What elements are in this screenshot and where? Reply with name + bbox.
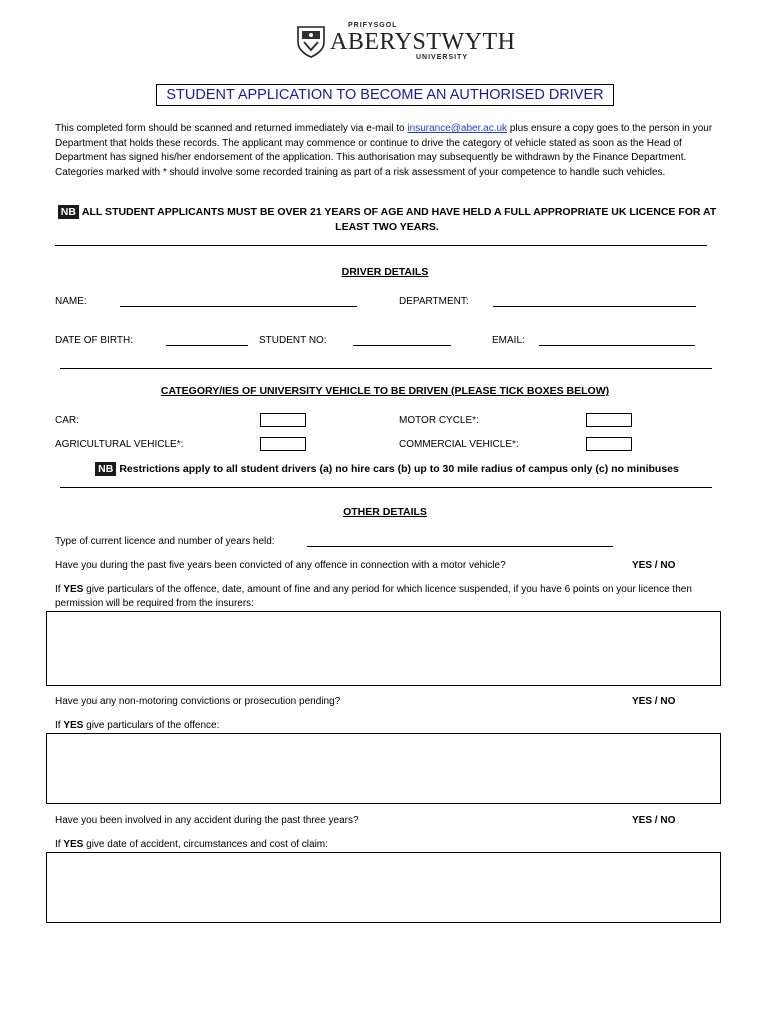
intro-paragraph bbox=[55, 122, 719, 180]
yes-keyword: YES bbox=[63, 584, 84, 595]
dob-field[interactable] bbox=[166, 345, 248, 346]
university-logo bbox=[296, 22, 516, 62]
divider bbox=[60, 368, 712, 369]
non-motoring-question: Have you any non-motoring convictions or prosecution pending? bbox=[55, 696, 341, 707]
motor-offence-yes-no[interactable]: YES / NO bbox=[632, 560, 676, 571]
category-heading: CATEGORY/IES OF UNIVERSITY VEHICLE TO BE DRIVEN (PLEASE TICK BOXES BELOW) bbox=[160, 385, 610, 397]
intro-text-2: plus ensure a copy goes to the person in your Department that holds these records. The applicant may commence or continue to drive the category of vehicle stated as soon as the Head of Department has signed his/her endorsement of the application. This authorisation may subsequently be withdrawn by the Finance Department. Categories marked with * should involve some recorded training as part of a risk assessment of your competence to handle such vehicles. bbox=[55, 123, 713, 178]
accident-detail-text: give date of accident, circumstances and cost of claim: bbox=[83, 839, 328, 850]
commercial-checkbox[interactable] bbox=[586, 437, 632, 451]
non-motoring-yes-no[interactable]: YES / NO bbox=[632, 696, 676, 707]
licence-field[interactable] bbox=[307, 546, 613, 547]
dob-label: DATE OF BIRTH: bbox=[55, 335, 133, 346]
accident-instructions bbox=[55, 838, 719, 852]
motorcycle-checkbox[interactable] bbox=[586, 413, 632, 427]
if-text: If bbox=[55, 839, 64, 850]
name-label: NAME: bbox=[55, 296, 87, 307]
age-notice bbox=[55, 205, 719, 235]
motor-offence-detail-text: give particulars of the offence, date, amount of fine and any period for which licence suspended, if you have 6 points on your licence then permission will be required from the insurers: bbox=[55, 584, 692, 609]
divider bbox=[55, 245, 707, 246]
logo-prifysgol: PRIFYSGOL bbox=[348, 22, 398, 29]
commercial-label: COMMERCIAL VEHICLE*: bbox=[399, 439, 519, 450]
student-no-label: STUDENT NO: bbox=[259, 335, 327, 346]
licence-label: Type of current licence and number of years held: bbox=[55, 536, 275, 547]
agricultural-label: AGRICULTURAL VEHICLE*: bbox=[55, 439, 184, 450]
department-label: DEPARTMENT: bbox=[399, 296, 469, 307]
other-details-heading: OTHER DETAILS bbox=[343, 506, 427, 518]
name-field[interactable] bbox=[120, 306, 357, 307]
agricultural-checkbox[interactable] bbox=[260, 437, 306, 451]
restriction-notice bbox=[55, 463, 719, 475]
non-motoring-instructions bbox=[55, 719, 719, 733]
yes-keyword: YES bbox=[63, 720, 84, 731]
non-motoring-answer-box[interactable] bbox=[46, 733, 721, 804]
yes-keyword: YES bbox=[63, 839, 84, 850]
student-no-field[interactable] bbox=[353, 345, 451, 346]
nb-badge: NB bbox=[58, 205, 79, 219]
motor-offence-question: Have you during the past five years been convicted of any offence in connection with a motor vehicle? bbox=[55, 560, 506, 571]
form-title: STUDENT APPLICATION TO BECOME AN AUTHORISED DRIVER bbox=[156, 84, 614, 106]
intro-text-1: This completed form should be scanned and returned immediately via e-mail to bbox=[55, 123, 408, 134]
car-checkbox[interactable] bbox=[260, 413, 306, 427]
insurance-email-link[interactable]: insurance@aber.ac.uk bbox=[407, 123, 508, 134]
nb-badge: NB bbox=[95, 462, 116, 476]
email-field[interactable] bbox=[539, 345, 695, 346]
driver-details-heading: DRIVER DETAILS bbox=[341, 266, 429, 278]
car-label: CAR: bbox=[55, 415, 79, 426]
logo-aberystwyth: ABERYSTWYTH bbox=[330, 29, 516, 55]
if-text: If bbox=[55, 720, 64, 731]
accident-question: Have you been involved in any accident during the past three years? bbox=[55, 815, 359, 826]
age-notice-text: ALL STUDENT APPLICANTS MUST BE OVER 21 YEARS OF AGE AND HAVE HELD A FULL APPROPRIATE UK LICENCE FOR AT LEAST TWO YEARS. bbox=[81, 206, 717, 233]
accident-answer-box[interactable] bbox=[46, 852, 721, 923]
department-field[interactable] bbox=[493, 306, 696, 307]
crest-icon bbox=[296, 24, 326, 58]
non-motoring-detail-text: give particulars of the offence: bbox=[83, 720, 220, 731]
restriction-text: Restrictions apply to all student drivers (a) no hire cars (b) up to 30 mile radius of campus only (c) no minibuses bbox=[119, 463, 679, 475]
logo-university: UNIVERSITY bbox=[416, 54, 469, 61]
if-text: If bbox=[55, 584, 64, 595]
email-label: EMAIL: bbox=[492, 335, 525, 346]
accident-yes-no[interactable]: YES / NO bbox=[632, 815, 676, 826]
motorcycle-label: MOTOR CYCLE*: bbox=[399, 415, 479, 426]
divider bbox=[60, 487, 712, 488]
motor-offence-answer-box[interactable] bbox=[46, 611, 721, 686]
motor-offence-instructions bbox=[55, 583, 719, 611]
